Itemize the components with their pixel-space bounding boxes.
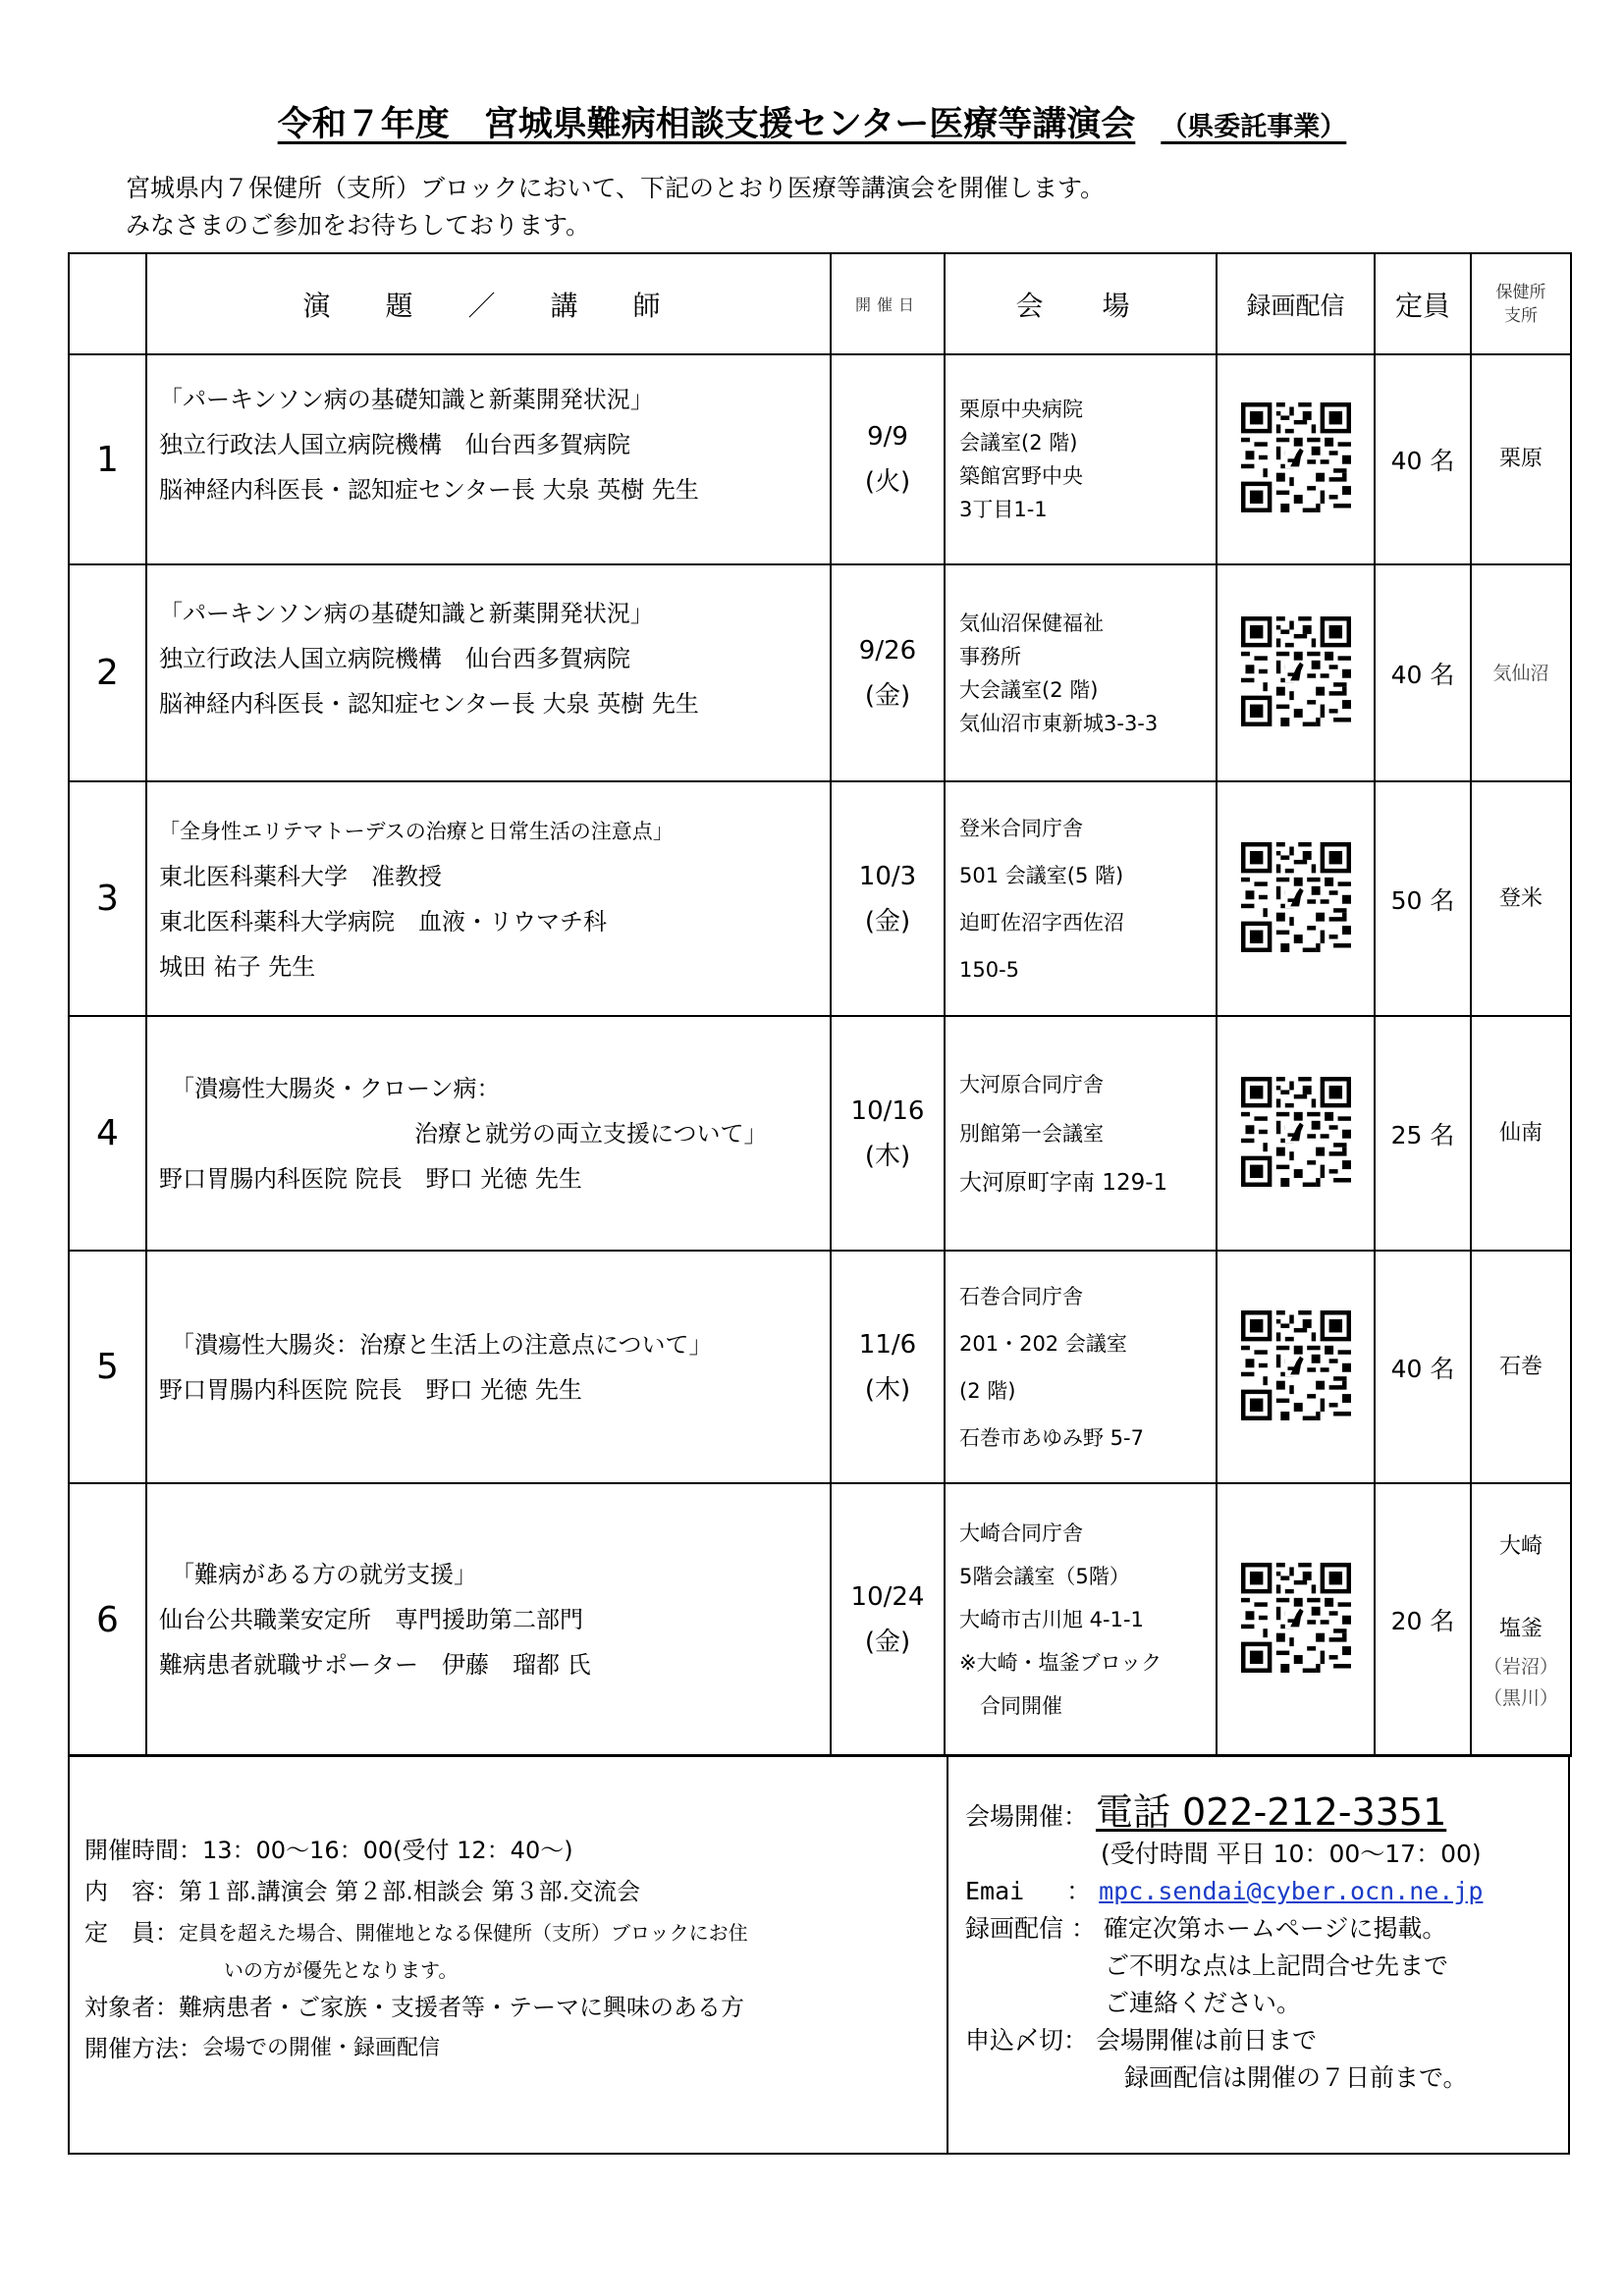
event-date-day: 11/6 [858,1329,917,1360]
header-date: 開催日 [831,253,945,354]
event-speaker-line: 野口胃腸内科医院 院長 野口 光徳 先生 [159,1164,582,1193]
event-date [831,1483,945,1756]
event-date-day: 10/16 [850,1095,925,1126]
event-title: 「潰瘍性大腸炎・クローン病： [171,1074,501,1102]
event-date [831,1016,945,1251]
event-venue-line: 501 会議室(5 階) [959,863,1124,887]
time-value: 13：00～16：00(受付 12：40～) [202,1837,573,1864]
event-topic [146,1483,831,1756]
event-speaker-line: 独立行政法人国立病院機構 仙台西多賀病院 [159,431,630,458]
event-date-weekday: (金) [864,1628,911,1657]
event-title: 「全身性エリテマトーデスの治療と日常生活の注意点」 [159,819,674,843]
deadline-2: 録画配信は開催の７日前まで。 [1124,2063,1468,2092]
contact-phone-row [965,1790,1564,1836]
title-sub: （県委託事業） [1161,112,1347,142]
event-office-name: 大崎 [1498,1534,1543,1559]
event-recording [1217,1483,1375,1756]
event-venue-line: 201・202 会議室 [959,1331,1127,1356]
intro-line-1: 宮城県内７保健所（支所）ブロックにおいて、下記のとおり医療等講演会を開催します。 [126,174,1106,202]
event-speaker-line: 仙台公共職業安定所 専門援助第二部門 [159,1606,583,1633]
method-value: 会場での開催・録画配信 [202,2036,441,2060]
event-venue-line: 大河原合同庁舎 [959,1072,1104,1096]
event-capacity: 20 名 [1375,1483,1471,1756]
event-venue-line: 大崎市古川旭 4-1-1 [959,1608,1144,1631]
event-venue-line: 5階会議室（5階） [959,1565,1130,1588]
event-capacity: 50 名 [1375,781,1471,1016]
event-recording [1217,564,1375,781]
event-recording [1217,354,1375,564]
method-label: 開催方法： [84,2035,202,2062]
event-venue-line: 気仙沼市東新城3-3-3 [959,711,1159,735]
info-row-time [84,1830,939,1871]
event-info [84,1830,939,2069]
event-topic [146,564,831,781]
event-recording [1217,781,1375,1016]
event-capacity: 25 名 [1375,1016,1471,1251]
event-number: 5 [69,1251,146,1483]
deadline-label: 申込〆切： [965,2026,1089,2055]
event-venue-line: 栗原中央病院 [959,398,1083,421]
event-number: 6 [69,1483,146,1756]
target-label: 対象者： [84,1994,179,2021]
event-venue [945,1483,1217,1756]
event-office-name: 登米 [1498,885,1543,911]
event-topic [146,1016,831,1251]
event-venue-line: 150-5 [959,957,1020,982]
header-number [69,253,146,354]
event-date [831,564,945,781]
intro-line-2: みなさまのご参加をお待ちしております。 [126,211,591,240]
event-speaker-line: 東北医科薬科大学病院 血液・リウマチ科 [159,907,607,935]
event-office-name: 栗原 [1498,447,1543,471]
event-title-continued: 治療と就労の両立支援について」 [414,1119,768,1148]
contact-email-row [965,1873,1564,1910]
info-row-capacity [84,1912,939,1953]
event-date-day: 10/24 [850,1582,925,1612]
event-title: 「潰瘍性大腸炎：治療と生活上の注意点について」 [171,1330,713,1359]
event-date-weekday: (木) [864,1141,911,1171]
event-date [831,1251,945,1483]
event-speaker-line: 野口胃腸内科医院 院長 野口 光徳 先生 [159,1375,582,1404]
rec-label: 録画配信 ： [965,1914,1096,1943]
contact-hours: (受付時間 平日 10：00～17：00) [1101,1840,1482,1868]
event-venue-line: 事務所 [959,644,1021,668]
event-date-weekday: (金) [864,680,911,711]
contact-rec-row [965,1910,1564,1948]
event-office [1471,564,1571,781]
rec-note-1: 確定次第ホームページに掲載。 [1103,1914,1447,1943]
event-speaker-line: 難病患者就職サポーター 伊藤 瑠都 氏 [159,1651,591,1679]
table-row [69,564,1571,781]
deadline-1: 会場開催は前日まで [1095,2026,1317,2055]
event-venue-line: 築館宮野中央 [959,464,1083,488]
rec-note-2: ご不明な点は上記問合せ先まで [1105,1951,1449,1980]
event-venue [945,1251,1217,1483]
event-number: 1 [69,354,146,564]
header-capacity: 定員 [1375,253,1471,354]
event-venue-line: 石巻合同庁舎 [959,1284,1083,1308]
event-recording [1217,1251,1375,1483]
event-capacity: 40 名 [1375,564,1471,781]
event-venue [945,354,1217,564]
header-office-line-1: 保健所 [1495,282,1546,302]
page-title [0,101,1624,151]
event-date [831,354,945,564]
event-venue-line: 大崎合同庁舎 [959,1522,1083,1545]
event-venue-line: 大河原町字南 129-1 [959,1169,1168,1196]
content-label: 内 容： [84,1878,179,1905]
qr-code-icon[interactable] [1241,616,1351,726]
table-header-row [69,253,1571,354]
event-number: 4 [69,1016,146,1251]
event-venue [945,1016,1217,1251]
contact-info [965,1790,1564,2097]
event-venue-line: 3丁目1-1 [959,498,1048,521]
event-speaker-line: 東北医科薬科大学 准教授 [159,862,442,890]
event-recording [1217,1016,1375,1251]
event-speaker-line: 城田 祐子 先生 [159,952,316,981]
event-office-name: 塩釜 [1498,1617,1543,1641]
table-row [69,1483,1571,1756]
intro-text [126,170,1105,244]
event-topic [146,781,831,1016]
event-title: 「パーキンソン病の基礎知識と新薬開発状況」 [159,386,654,413]
event-date-weekday: (金) [864,906,911,936]
contact-deadline-row [965,2022,1564,2059]
email-link[interactable]: mpc.sendai@cyber.ocn.ne.jp [1099,1877,1484,1905]
target-value: 難病患者・ご家族・支援者等・テーマに興味のある方 [179,1994,744,2021]
event-title: 「パーキンソン病の基礎知識と新薬開発状況」 [159,599,654,627]
event-venue-line: 登米合同庁舎 [959,816,1083,840]
event-venue-line: 迫町佐沼字西佐沼 [959,910,1124,934]
event-venue-line: 会議室(2 階) [959,431,1078,454]
event-office-name: 気仙沼 [1492,662,1549,684]
event-topic [146,1251,831,1483]
info-box [68,1754,1570,2155]
event-topic [146,354,831,564]
event-speaker-line: 独立行政法人国立病院機構 仙台西多賀病院 [159,644,630,672]
rec-note-3: ご連絡ください。 [1105,1989,1302,2017]
event-date-day: 10/3 [858,861,917,891]
event-venue-line: ※大崎・塩釜ブロック [959,1651,1163,1675]
event-venue-line: 気仙沼保健福祉 [959,611,1104,635]
event-venue [945,564,1217,781]
email-sep: ： [1066,1877,1092,1905]
time-label: 開催時間： [84,1837,202,1864]
event-date-day: 9/9 [867,422,908,452]
table-row [69,1251,1571,1483]
event-table [68,252,1572,1757]
event-speaker-line: 脳神経内科医長・認知症センター長 大泉 英樹 先生 [159,689,699,718]
capacity-note: 定員を超えた場合、開催地となる保健所（支所）ブロックにお住 [179,1921,748,1945]
event-office-name: 石巻 [1498,1354,1543,1379]
event-date-weekday: (火) [864,467,911,497]
header-venue: 会 場 [945,253,1217,354]
header-topic: 演 題 ／ 講 師 [146,253,831,354]
capacity-note-cont: いの方が優先となります。 [224,1958,459,1982]
event-date [831,781,945,1016]
header-recording: 録画配信 [1217,253,1375,354]
qr-code-icon[interactable] [1241,842,1351,952]
qr-code-icon[interactable] [1241,1310,1351,1420]
header-office-line-2: 支所 [1504,305,1538,326]
event-office [1471,1483,1571,1756]
content-value: 第１部.講演会 第２部.相談会 第３部.交流会 [179,1878,641,1905]
event-number: 2 [69,564,146,781]
event-office [1471,1016,1571,1251]
event-office-note: （黒川） [1483,1687,1558,1709]
table-row [69,354,1571,564]
phone-number[interactable]: 電話 022-212-3351 [1095,1790,1447,1834]
event-office [1471,781,1571,1016]
event-venue [945,781,1217,1016]
event-capacity: 40 名 [1375,1251,1471,1483]
event-venue-line: 石巻市あゆみ野 5-7 [959,1425,1144,1450]
table-row [69,1016,1571,1251]
info-divider [947,1756,948,2153]
event-number: 3 [69,781,146,1016]
venue-label: 会場開催： [965,1802,1089,1831]
title-main: 令和７年度 宮城県難病相談支援センター医療等講演会 [277,105,1136,144]
info-row-target [84,1987,939,2028]
qr-code-icon[interactable] [1241,1077,1351,1187]
event-title: 「難病がある方の就労支援」 [171,1561,477,1588]
event-capacity: 40 名 [1375,354,1471,564]
info-row-method [84,2028,939,2069]
table-row [69,781,1571,1016]
event-office-note: （岩沼） [1483,1656,1558,1678]
event-office [1471,354,1571,564]
email-label: Emai [965,1877,1025,1905]
event-date-day: 9/26 [858,635,917,666]
header-office [1471,253,1571,354]
info-row-content [84,1871,939,1912]
qr-code-icon[interactable] [1241,402,1351,512]
event-office-name: 仙南 [1498,1120,1543,1146]
event-venue-line: (2 階) [959,1378,1016,1403]
event-venue-line: 別館第一会議室 [959,1121,1104,1146]
event-office [1471,1251,1571,1483]
event-date-weekday: (木) [864,1374,911,1405]
qr-code-icon[interactable] [1241,1563,1351,1673]
event-venue-line: 合同開催 [959,1694,1062,1718]
event-speaker-line: 脳神経内科医長・認知症センター長 大泉 英樹 先生 [159,476,699,504]
event-venue-line: 大会議室(2 階) [959,677,1099,702]
capacity-label: 定 員： [84,1919,179,1947]
